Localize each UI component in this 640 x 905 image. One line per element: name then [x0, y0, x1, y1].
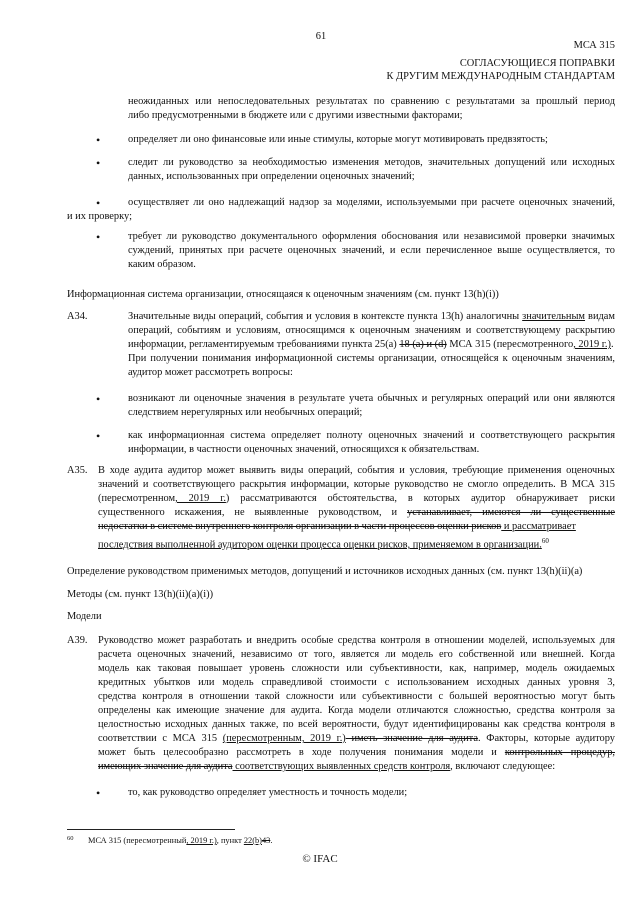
bullet-marker: • — [96, 429, 101, 443]
paragraph-line: кредитных убытков или модель справедливой стоимости с использованием исходных данных уровня 3, — [98, 677, 615, 688]
paragraph-line: (пересмотренном, 2019 г.) рассматриваются обстоятельства, в которых аудитор обнаруживает риски — [98, 493, 616, 504]
paragraph-line: соответствии с МСА 315 (пересмотренным, 2019 г.) иметь значение для аудита. Факторы, которые аудитору — [98, 733, 615, 744]
standard-code: МСА 315 — [573, 40, 615, 51]
paragraph-number: A39. — [67, 635, 88, 646]
bullet-marker: • — [96, 786, 101, 800]
bullet-line: суждений, принятых при расчете оценочных значений, и если перечисленное выше осуществляется, то — [128, 245, 615, 256]
paragraph-line: либо предусмотренными в бюджете или с другими известными факторами; — [128, 110, 463, 121]
bullet-line: определяет ли оно финансовые или иные стимулы, которые могут мотивировать предвзятость; — [128, 134, 548, 145]
copyright: © IFAC — [302, 853, 338, 865]
bullet-marker: • — [96, 196, 101, 210]
section-subheading: Модели — [67, 611, 102, 622]
bullet-line: осуществляет ли оно надлежащий надзор за моделями, используемыми при расчете оценочных значений, — [128, 197, 615, 208]
paragraph-line: Руководство может разработать и внедрить особые средства контроля в отношении моделей, используемых для — [98, 635, 615, 646]
paragraph-line: Значительные виды операций, события и условия в контексте пункта 13(h) аналогичны значительным видам — [128, 311, 615, 322]
section-subheading: Методы (см. пункт 13(h)(ii)(a)(i)) — [67, 589, 214, 600]
bullet-line: возникают ли оценочные значения в результате учета обычных и регулярных операций или они являются — [128, 393, 615, 404]
paragraph-line: информации, регламентируемым требованиями пункта 25(a) 18 (a) и (d) МСА 315 (пересмотренного, 2019 г.). — [128, 339, 614, 350]
bullet-line: каким образом. — [128, 259, 196, 270]
section-heading: Определение руководством применимых методов, допущений и источников исходных данных (см. пункт 13(h)(ii)(a) — [67, 566, 583, 577]
footnote-text: МСА 315 (пересмотренный, 2019 г.), пункт 22(b)43. — [88, 836, 273, 845]
page-number: 61 — [315, 31, 327, 42]
paragraph-line: неожиданных или непоследовательных результатах по сравнению с результатами за прошлый период — [128, 96, 615, 107]
footnote-divider — [67, 829, 235, 830]
bullet-marker: • — [96, 156, 101, 170]
bullet-marker: • — [96, 133, 101, 147]
paragraph-line: модель как таковая повышает уровень сложности или субъективности, как, например, модель ожидаемых — [98, 663, 615, 674]
paragraph-line: При получении понимания информационной системы организации, относящейся к оценочным значениям, — [128, 353, 615, 364]
footnote-number: 60 — [67, 835, 74, 842]
bullet-line: следит ли руководство за необходимостью изменения методов, значительных допущений или исходных — [128, 157, 615, 168]
paragraph-line: аудитор может рассмотреть вопросы: — [128, 367, 293, 378]
paragraph-number: A35. — [67, 465, 88, 476]
bullet-line: как информационная система определяет полноту оценочных значений и соответствующего раскрытия — [128, 430, 615, 441]
header-title-line1: СОГЛАСУЮЩИЕСЯ ПОПРАВКИ — [459, 58, 615, 69]
paragraph-line: В ходе аудита аудитор может выявить виды операций, события и условия, требующие применения оценочных — [98, 465, 615, 476]
paragraph-line: может быть целесообразно рассмотреть в ходе получения понимания модели и контрольных процедур, — [98, 747, 615, 758]
paragraph-line: расчета оценочных значений, независимо от того, является ли модель его собственной или внешней. Когда — [98, 649, 615, 660]
paragraph-line: средства контроля в отношении такой сложности или субъективности с большей вероятностью могут быть — [98, 691, 615, 702]
paragraph-line: последствия выполненной аудитором оценки процесса оценки рисков, применяемом в организации.$^{60}$ — [98, 537, 549, 551]
paragraph-line: целостностью исходных данных также, по всей вероятности, будут идентифицированы как средства контроля в — [98, 719, 615, 730]
bullet-line: следствием нерегулярных или необычных операций; — [128, 407, 363, 418]
paragraph-line: недостатки в системе внутреннего контроля организации в части процессов оценки рисков и рассматривает — [98, 521, 576, 532]
paragraph-number: A34. — [67, 311, 88, 322]
bullet-line: информации, в частности оценочных значений, относящихся к обязательствам. — [128, 444, 480, 455]
bullet-line: и их проверку; — [67, 211, 132, 222]
paragraph-line: операций, событиям и условиям, относящимся к оценочным значениям и соответствующему раскрытию — [128, 325, 615, 336]
bullet-line: требует ли руководство документального оформления обоснования или независимой проверки значимых — [128, 231, 615, 242]
footnote-ref: 60 — [541, 537, 549, 545]
header-title-line2: К ДРУГИМ МЕЖДУНАРОДНЫМ СТАНДАРТАМ — [386, 71, 615, 82]
paragraph-line: существенного искажения, не выявленные руководством, и устанавливает, имеются ли существенные — [98, 507, 616, 518]
bullet-marker: • — [96, 392, 101, 406]
paragraph-line: определены как имеющие значение для аудита. Когда модели отличаются сложностью, средства контроля за — [98, 705, 615, 716]
paragraph-line: значений и соответствующего раскрытия информации, которые руководство не смогло определить. В МСА 315 — [98, 479, 615, 490]
bullet-line: данных, использованных при определении оценочных значений; — [128, 171, 415, 182]
bullet-marker: • — [96, 230, 101, 244]
paragraph-line: имеющих значение для аудита соответствующих выявленных средств контроля, включают следующее: — [98, 761, 556, 772]
bullet-line: то, как руководство определяет уместность и точность модели; — [128, 787, 408, 798]
section-heading: Информационная система организации, относящаяся к оценочным значениям (см. пункт 13(h)(i)) — [67, 289, 499, 300]
